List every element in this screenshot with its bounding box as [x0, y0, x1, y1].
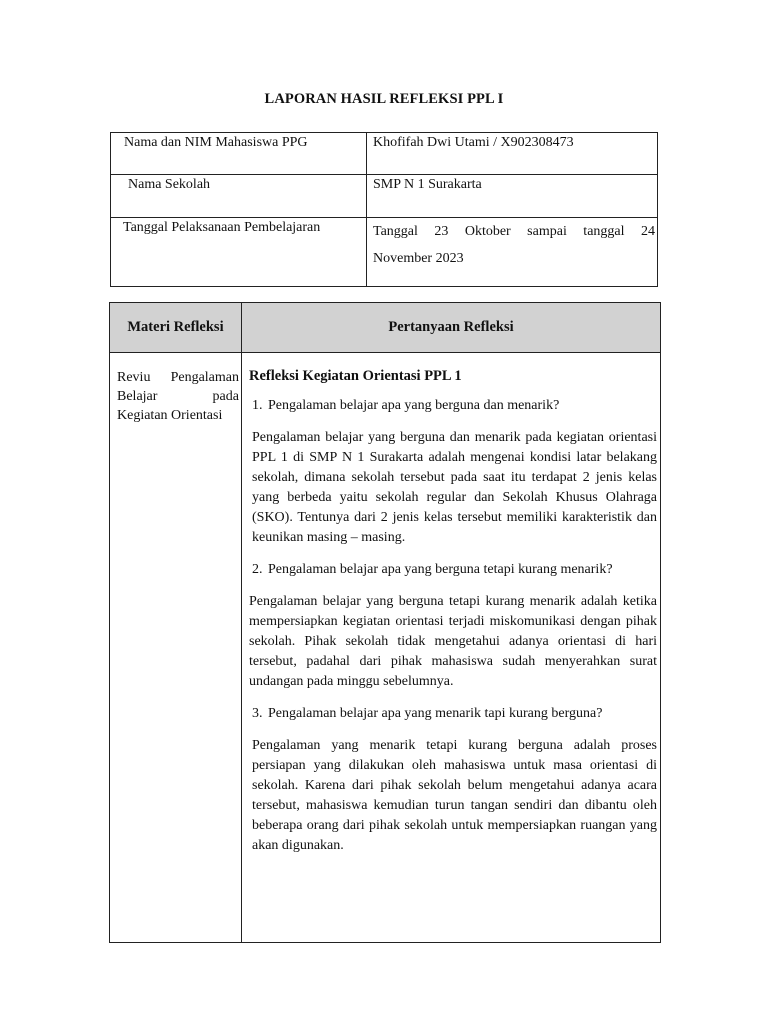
pertanyaan-header: Pertanyaan Refleksi: [242, 303, 661, 353]
question-1-text: Pengalaman belajar apa yang berguna dan menarik?: [268, 398, 560, 413]
materi-line1: Reviu Pengalaman: [117, 370, 239, 385]
school-name-value: SMP N 1 Surakarta: [367, 175, 658, 218]
question-3-number: 3.: [252, 706, 263, 721]
identity-row-name: [111, 133, 658, 175]
materi-cell: [110, 353, 242, 943]
reflection-body-row: [110, 353, 661, 943]
question-1: [252, 398, 657, 414]
implementation-date-line1: Tanggal 23 Oktober sampai tanggal 24: [373, 224, 655, 239]
question-1-number: 1.: [252, 398, 263, 413]
answer-2: Pengalaman belajar yang berguna tetapi kurang menarik adalah ketika mempersiapkan kegiatan orientasi terjadi miskomunikasi dengan pihak sekolah. Pihak sekolah tidak mengetahui adanya orientasi di hari tersebut, padahal dari pihak mahasiswa sudah menyerahkan surat undangan pada minggu sebelumnya.: [249, 594, 657, 689]
school-name-label: Nama Sekolah: [111, 175, 367, 218]
question-2-text: Pengalaman belajar apa yang berguna tetapi kurang menarik?: [268, 562, 613, 577]
reflection-table: [109, 302, 661, 943]
implementation-date-value: [367, 218, 658, 287]
implementation-date-line2: November 2023: [373, 251, 464, 266]
question-2-number: 2.: [252, 562, 263, 577]
materi-header: Materi Refleksi: [110, 303, 242, 353]
question-3-text: Pengalaman belajar apa yang menarik tapi kurang berguna?: [268, 706, 603, 721]
pertanyaan-cell: [242, 353, 661, 943]
section-title: Refleksi Kegiatan Orientasi PPL 1: [249, 368, 462, 384]
materi-line2: Belajar pada: [117, 389, 239, 404]
question-2: [252, 562, 657, 578]
answer-1: Pengalaman belajar yang berguna dan menarik pada kegiatan orientasi PPL 1 di SMP N 1 Surakarta adalah mengenai kondisi latar belakang sekolah, dimana sekolah tersebut pada saat itu terdapat 2 jenis kelas yang berbeda yaitu sekolah regular dan Sekolah Khusus Olahraga (SKO). Tentunya dari 2 jenis kelas tersebut memiliki karakteristik dan keunikan masing – masing.: [252, 430, 657, 545]
implementation-date-label: Tanggal Pelaksanaan Pembelajaran: [111, 218, 367, 287]
identity-row-school: [111, 175, 658, 218]
question-3: [252, 706, 657, 722]
name-nim-value: Khofifah Dwi Utami / X902308473: [367, 133, 658, 175]
identity-row-date: [111, 218, 658, 287]
document-title: LAPORAN HASIL REFLEKSI PPL I: [264, 91, 504, 107]
reflection-header-row: [110, 303, 661, 353]
materi-line3: Kegiatan Orientasi: [117, 408, 223, 423]
name-nim-label: Nama dan NIM Mahasiswa PPG: [111, 133, 367, 175]
answer-3: Pengalaman yang menarik tetapi kurang berguna adalah proses persiapan yang dilakukan oleh mahasiswa untuk masa orientasi di sekolah. Karena dari pihak sekolah belum mengetahui adanya acara tersebut, mahasiswa kemudian turun tangan sendiri dan dibantu oleh beberapa orang dari pihak sekolah untuk mempersiapkan ruangan yang akan digunakan.: [252, 738, 657, 853]
identity-table: [110, 132, 658, 287]
